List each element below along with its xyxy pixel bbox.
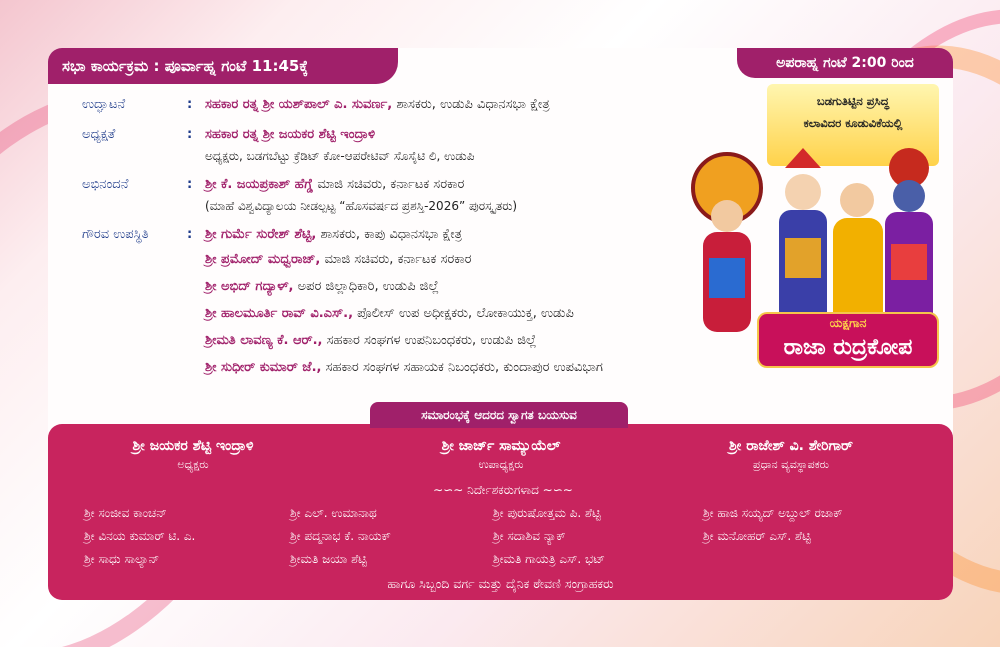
director-name: ಶ್ರೀ ಹಾಜಿ ಸಯ್ಯದ್ ಅಬ್ದುಲ್ ರಜಾಕ್ [703,506,843,520]
felicitation-name: ಶ್ರೀ ಕೆ. ಜಯಪ್ರಕಾಶ್ ಹೆಗ್ಡೆ [205,177,314,192]
dancer-figure [693,154,761,332]
leader-president [43,436,343,474]
guest-item [82,273,762,300]
felicitation-note: (ಮಾಹೆ ವಿಶ್ವವಿದ್ಯಾಲಯ ನೀಡಲ್ಪಟ್ಟ “ಹೊಸವರ್ಷದ ಪ್ರಶಸ್ತಿ-2026” ಪುರಸ್ಕೃತರು) [205,199,518,213]
directors-label: ನಿರ್ದೇಶಕರುಗಳಾದ [467,483,539,497]
leader-general-manager [641,436,941,474]
guest-role: ಪೊಲೀಸ್ ಉಪ ಅಧೀಕ್ಷಕರು, ಲೋಕಾಯುಕ್ತ, ಉಡುಪಿ [353,306,574,321]
guest-role: ಮಾಜಿ ಸಚಿವರು, ಕರ್ನಾಟಕ ಸರಕಾರ [320,252,472,267]
guest-name: ಶ್ರೀ ಗುರ್ಮೆ ಸುರೇಶ್ ಶೆಟ್ಟಿ, [205,227,317,242]
poster-line-1: ಬಡಗುತಿಟ್ಟಿನ ಪ್ರಸಿದ್ಧ [816,94,890,108]
felicitation-role: ಮಾಜಿ ಸಚಿವರು, ಕರ್ನಾಟಕ ಸರಕಾರ [313,177,465,192]
colon: : [187,227,193,242]
leader-vice-president [351,436,651,474]
guest-item [82,246,762,273]
director-name: ಶ್ರೀ ಎಲ್. ಉಮಾನಾಥ [290,506,377,520]
directors-column-1 [84,502,195,571]
presidency-row [82,124,762,146]
session-time-banner: ಸಭಾ ಕಾರ್ಯಕ್ರಮ : ಪೂರ್ವಾಹ್ನ ಗಂಟೆ 11:45ಕ್ಕೆ [48,48,398,84]
president-role: ಅಧ್ಯಕ್ಷರು, ಬಡಗಬೆಟ್ಟು ಕ್ರೆಡಿಟ್ ಕೋ-ಆಪರೇಟಿವ್ ಸೊಸೈಟಿ ಲಿ, ಉಡುಪಿ [205,149,475,163]
director-name: ಶ್ರೀಮತಿ ಜಯಾ ಶೆಟ್ಟಿ [290,552,367,566]
director-name: ಶ್ರೀ ಸಾಧು ಸಾಲ್ಯಾನ್ [84,552,160,566]
inaugurator-role: ಶಾಸಕರು, ಉಡುಪಿ ವಿಧಾನಸಭಾ ಕ್ಷೇತ್ರ [392,97,550,112]
inauguration-row [82,94,762,116]
directors-column-4 [703,502,843,548]
colon: : [187,97,193,112]
guest-name: ಶ್ರೀ ಪ್ರಮೋದ್ ಮಧ್ವರಾಜ್, [205,252,321,267]
guest-item [82,300,762,327]
ornament-right-icon: ∼∽∼ [538,483,573,497]
guest-name: ಶ್ರೀ ಅಭಿದ್ ಗದ್ಯಾಳ್, [205,279,294,294]
play-title: ರಾಜಾ ರುದ್ರಕೋಪ [783,335,913,360]
director-name: ಶ್ರೀ ಪದ್ಮನಾಭ ಕೆ. ನಾಯಕ್ [290,529,391,543]
guest-role: ಅಪರ ಜಿಲ್ಲಾಧಿಕಾರಿ, ಉಡುಪಿ ಜಿಲ್ಲೆ [293,279,439,294]
ornament-left-icon: ∼∽∼ [433,483,468,497]
poster-line-2: ಕಲಾವಿದರ ಕೂಡುವಿಕೆಯಲ್ಲಿ [803,116,903,130]
leader-name: ಶ್ರೀ ರಾಜೇಶ್ ವಿ. ಶೇರಿಗಾರ್ [729,438,853,454]
welcome-panel [48,424,953,600]
afternoon-time-banner: ಅಪರಾಹ್ನ ಗಂಟೆ 2:00 ರಿಂದ [737,48,953,78]
guest-role: ಶಾಸಕರು, ಕಾಪು ವಿಧಾನಸಭಾ ಕ್ಷೇತ್ರ [316,227,463,242]
director-name: ಶ್ರೀ ಸದಾಶಿವ ನ್ಯಾಕ್ [493,529,566,543]
guests-row [82,224,762,246]
leader-name: ಶ್ರೀ ಜಾರ್ಜ್ ಸಾಮ್ಯುಯೆಲ್ [441,438,561,454]
director-name: ಶ್ರೀ ಸಂಜೀವ ಕಾಂಚನ್ [84,506,167,520]
guests-label: ಗೌರವ ಉಪಸ್ಥಿತಿ [82,227,149,242]
colon: : [187,177,193,192]
guest-item [82,354,762,381]
director-name: ಶ್ರೀ ಮನೋಹರ್ ಎಸ್. ಶೆಟ್ಟಿ [703,529,811,543]
program-list [82,94,762,381]
staff-footer: ಹಾಗೂ ಸಿಬ್ಬಂದಿ ವರ್ಗ ಮತ್ತು ದೈನಿಕ ಠೇವಣಿ ಸಂಗ್ರಾಹಕರು [387,576,614,591]
leader-role: ಉಪಾಧ್ಯಕ್ಷರು [478,458,524,471]
genre-label: ಯಕ್ಷಗಾನ [829,316,867,330]
felicitation-row [82,174,762,196]
directors-column-3 [493,502,605,571]
welcome-banner: ಸಮಾರಂಭಕ್ಕೆ ಆದರದ ಸ್ವಾಗತ ಬಯಸುವ [370,402,628,428]
presidency-label: ಅಧ್ಯಕ್ಷತೆ [82,127,116,142]
directors-column-2 [290,502,391,571]
felicitation-label: ಅಭಿನಂದನೆ [82,177,129,192]
leader-name: ಶ್ರೀ ಜಯಕರ ಶೆಟ್ಟಿ ಇಂದ್ರಾಳಿ [132,438,254,454]
inauguration-label: ಉದ್ಘಾಟನೆ [82,97,126,112]
colon: : [187,127,193,142]
leader-role: ಅಧ್ಯಕ್ಷರು [177,458,209,471]
guest-role: ಸಹಕಾರ ಸಂಘಗಳ ಉಪನಿಬಂಧಕರು, ಉಡುಪಿ ಜಿಲ್ಲೆ [322,333,537,348]
dancer-figure [885,148,933,330]
guest-item [82,327,762,354]
guest-name: ಶ್ರೀ ಸುಧೀರ್ ಕುಮಾರ್ ಜೆ., [205,360,322,375]
director-name: ಶ್ರೀಮತಿ ಗಾಯತ್ರಿ ಎಸ್. ಭಟ್ [493,552,605,566]
guest-name: ಶ್ರೀಮತಿ ಲಾವಣ್ಯ ಕೆ. ಆರ್., [205,333,323,348]
leader-role: ಪ್ರಧಾನ ವ್ಯವಸ್ಥಾಪಕರು [753,458,829,471]
directors-heading [403,480,603,500]
inaugurator-name: ಸಹಕಾರ ರತ್ನ ಶ್ರೀ ಯಶ್‌ಪಾಲ್ ಎ. ಸುವರ್ಣ, [205,97,393,112]
director-name: ಶ್ರೀ ವಿನಯ ಕುಮಾರ್ ಟಿ. ಎ. [84,529,196,543]
director-name: ಶ್ರೀ ಪುರುಷೋತ್ತಮ ಪಿ. ಶೆಟ್ಟಿ [493,506,601,520]
guest-name: ಶ್ರೀ ಹಾಲಮೂರ್ತಿ ರಾವ್ ವಿ.ಎಸ್., [205,306,354,321]
play-title-box [757,312,939,368]
guest-role: ಸಹಕಾರ ಸಂಘಗಳ ಸಹಾಯಕ ನಿಬಂಧಕರು, ಕುಂದಾಪುರ ಉಪವಿಭಾಗ [321,360,603,375]
president-name: ಸಹಕಾರ ರತ್ನ ಶ್ರೀ ಜಯಕರ ಶೆಟ್ಟಿ ಇಂದ್ರಾಳಿ [205,127,376,142]
dancer-figure [779,148,827,330]
